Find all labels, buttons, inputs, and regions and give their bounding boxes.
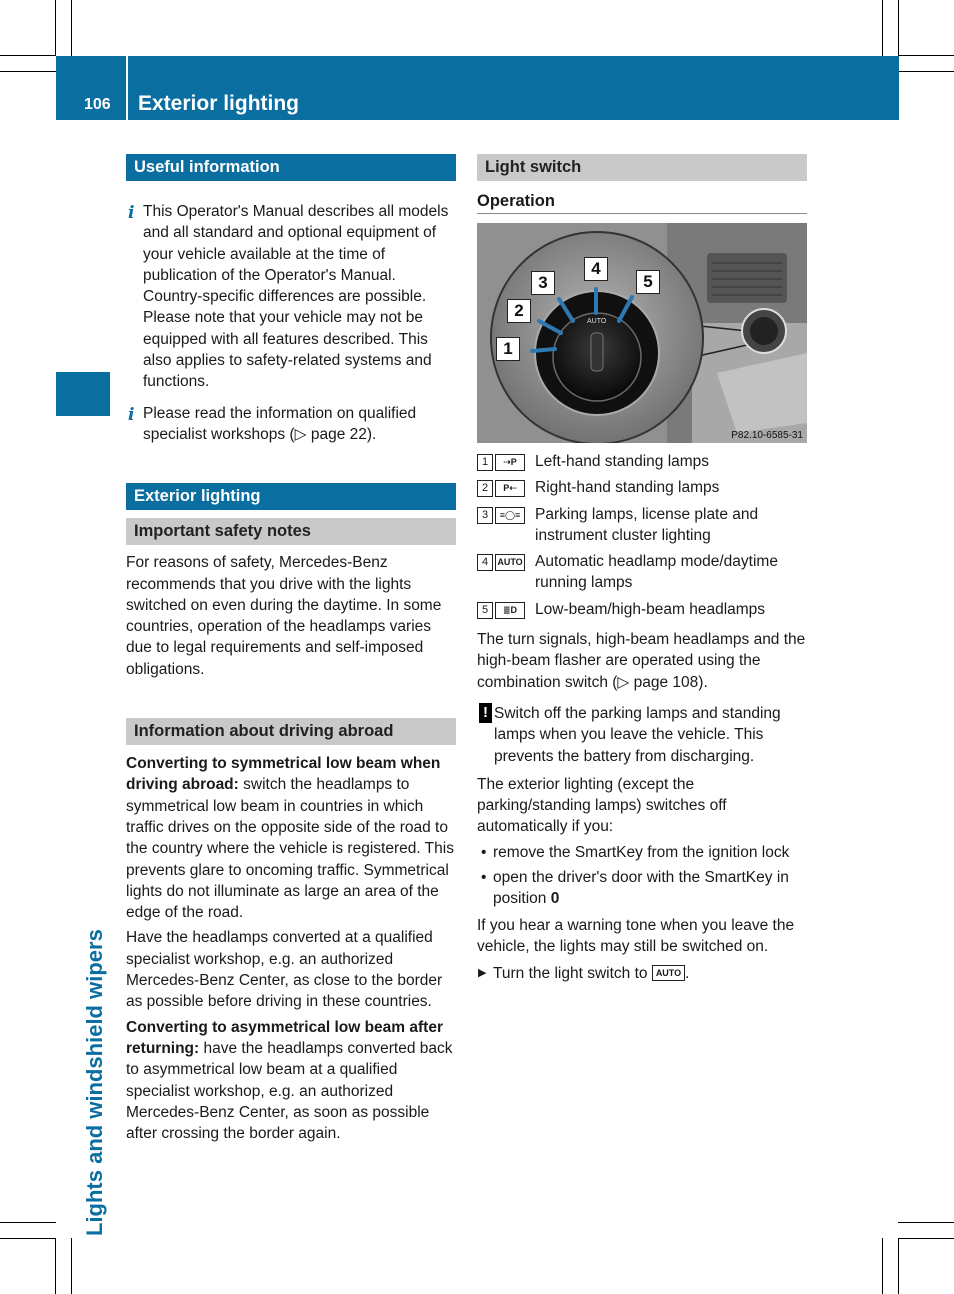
crop-mark: [898, 1238, 954, 1239]
legend-text: Automatic headlamp mode/daytime running lamps: [535, 553, 778, 592]
legend-number: 5: [477, 602, 493, 619]
figure-code: P82.10-6585-31: [731, 430, 803, 441]
crop-mark: [882, 1238, 883, 1294]
convert-paragraph: Have the headlamps converted at a qualified specialist workshop, e.g. an authorized Mercedes-Benz Center, as close to the border as possible before driving in these countries.: [126, 929, 443, 1011]
callout-1: 1: [496, 337, 520, 361]
callout-2: 2: [507, 299, 531, 323]
asymmetrical-paragraph: [126, 1017, 456, 1145]
callout-4: 4: [584, 257, 608, 281]
legend-number: 1: [477, 454, 493, 471]
warning-tone-text: If you hear a warning tone when you leave the vehicle, the lights may still be switched on.: [477, 916, 795, 955]
crop-mark: [898, 1238, 899, 1294]
callout-3: 3: [531, 271, 555, 295]
callout-5: 5: [636, 270, 660, 294]
list-item: [477, 842, 807, 863]
legend-text: Low-beam/high-beam headlamps: [535, 600, 766, 618]
parking-lamp-icon: ≡◯≡: [495, 507, 525, 524]
legend-item: [477, 551, 807, 594]
left-column: [126, 154, 456, 1144]
info-text: Please read the information on qualified specialist workshops (▷ page 22).: [143, 404, 417, 443]
crop-mark: [0, 71, 56, 72]
key-position: 0: [550, 890, 560, 908]
side-title-text: Lights and windshield wipers: [82, 929, 107, 1236]
warning-note: [477, 703, 807, 767]
crop-mark: [0, 1222, 56, 1223]
symmetrical-lead: Converting to symmetrical low beam when driving abroad:: [126, 755, 441, 794]
symmetrical-paragraph: [126, 753, 456, 923]
bullet-text: open the driver's door with the SmartKey in position: [493, 869, 789, 908]
turn-signal-text: The turn signals, high-beam headlamps and the high-beam flasher are operated using the combination switch (▷ page 108).: [477, 631, 806, 691]
warning-text: Switch off the parking lamps and standing lamps when you leave the vehicle. This prevents the battery from discharging.: [494, 704, 781, 765]
legend-item: [477, 504, 807, 547]
legend-item: [477, 451, 807, 472]
light-switch-figure: [477, 223, 807, 443]
exterior-lighting-heading: Exterior lighting: [126, 483, 456, 510]
crop-mark: [0, 1238, 56, 1239]
header-divider: [126, 56, 128, 120]
legend-text: Left-hand standing lamps: [535, 453, 710, 470]
asymmetrical-text: have the headlamps converted back to asymmetrical low beam at a qualified specialist workshop, e.g. an authorized Mercedes-Benz Center, as soon as possible after crossing the border again.: [126, 1039, 453, 1143]
operation-title: Operation: [477, 192, 807, 214]
info-note: [126, 201, 456, 393]
info-text: This Operator's Manual describes all models and all standard and optional equipment of your vehicle available at the time of publication of the Operator's Manual. Country-specific differences are possible. Please note that your vehicle may not be equipped with all features described. This also applies to safety-related systems and functions.: [143, 203, 449, 391]
svg-text:AUTO: AUTO: [587, 318, 607, 325]
asymmetrical-lead: Converting to asymmetrical low beam after returning:: [126, 1018, 443, 1057]
auto-mode-icon: AUTO: [495, 554, 525, 571]
crop-mark: [71, 0, 72, 56]
side-tab-marker: [56, 372, 110, 416]
safety-text: For reasons of safety, Mercedes-Benz recommends that you drive with the lights switched on even during the daytime. In some countries, operation of the headlamps varies due to legal requirements and self-imposed obligations.: [126, 554, 442, 678]
standing-lamp-left-icon: ⇢P: [495, 454, 525, 471]
crop-mark: [71, 1238, 72, 1294]
legend-number: 2: [477, 480, 493, 497]
crop-mark: [55, 1238, 56, 1294]
crop-mark: [898, 0, 899, 56]
standing-lamp-right-icon: P⇠: [495, 480, 525, 497]
crop-mark: [898, 1222, 954, 1223]
useful-info-heading: Useful information: [126, 154, 456, 181]
instruction-step: [477, 963, 807, 984]
safety-notes-heading: Important safety notes: [126, 518, 456, 545]
list-item: [477, 867, 807, 910]
crop-mark: [882, 0, 883, 56]
page-header: [56, 56, 899, 120]
right-column: [477, 154, 807, 985]
info-icon: i: [128, 404, 135, 425]
warning-icon: !: [479, 703, 492, 723]
info-icon: i: [128, 203, 135, 223]
legend-number: 4: [477, 554, 493, 571]
auto-symbol-icon: AUTO: [652, 965, 685, 981]
low-beam-icon: ≣D: [495, 602, 525, 619]
dashboard-illustration: [477, 223, 807, 443]
legend-text: Right-hand standing lamps: [535, 479, 720, 497]
bullet-text: remove the SmartKey from the ignition lock: [493, 843, 790, 861]
legend-item: [477, 599, 807, 620]
driving-abroad-heading: Information about driving abroad: [126, 718, 456, 745]
step-suffix: .: [685, 965, 690, 983]
legend-item: [477, 477, 807, 498]
crop-mark: [55, 0, 56, 56]
step-text: Turn the light switch to: [493, 965, 652, 983]
legend-number: 3: [477, 507, 493, 524]
auto-off-text: The exterior lighting (except the parking/standing lamps) switches off automatically if you:: [477, 775, 727, 836]
light-switch-heading: Light switch: [477, 154, 807, 181]
symmetrical-text: switch the headlamps to symmetrical low beam in countries in which traffic drives on the opposite side of the road to the country where the vehicle is registered. This prevents glare to oncoming traffic. Symmetrical lights do not illuminate as large an area of the edge of the road.: [126, 776, 454, 922]
crop-mark: [898, 55, 954, 56]
info-note: [126, 403, 456, 446]
page-number: 106: [84, 96, 111, 113]
crop-mark: [0, 55, 56, 56]
legend-list: [477, 451, 807, 620]
legend-text: Parking lamps, license plate and instrument cluster lighting: [535, 505, 759, 544]
section-title: Exterior lighting: [138, 92, 300, 115]
crop-mark: [898, 71, 954, 72]
